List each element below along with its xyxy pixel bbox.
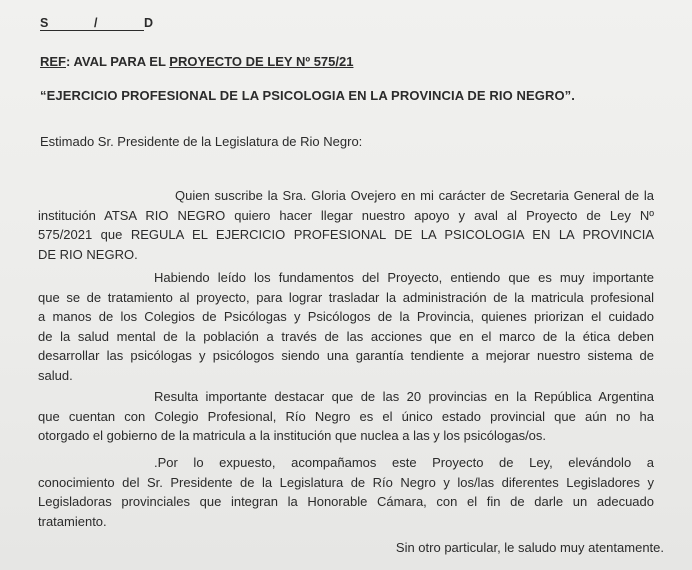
addressee-d: D [144,16,154,30]
reference-project: PROYECTO DE LEY Nº 575/21 [169,54,354,69]
paragraph-line: institución ATSA RIO NEGRO quiero hacer llegar nuestro apoyo y aval al Proyecto de Ley Nº [38,207,654,223]
paragraph-2 [38,268,654,385]
reference-label: REF [40,54,66,69]
paragraph-line: de la salud mental de la población a través de las acciones que en el marco de la ética deben [38,328,654,344]
paragraph-line: DE RIO NEGRO. [38,246,138,262]
paragraph-line: Habiendo leído los fundamentos del Proyecto, entiendo que es muy importante [154,270,654,285]
paragraph-line: tratamiento. [38,513,107,529]
paragraph-line: otorgado el gobierno de la matricula a la institución que nuclea a las y los psicólogas/os. [38,428,547,443]
document-title: “EJERCICIO PROFESIONAL DE LA PSICOLOGIA EN LA PROVINCIA DE RIO NEGRO”. [40,88,575,103]
paragraph-line: conocimiento del Sr. Presidente de la Legislatura de Río Negro y los/las diferentes Legisladores y [38,474,654,490]
reference-prefix: : AVAL PARA EL [66,54,170,69]
reference-line [40,54,353,69]
paragraph-line: Resulta importante destacar que de las 20 provincias en la República Argentina [154,389,654,404]
paragraph-line: que cuentan con Colegio Profesional, Río Negro es el único estado provincial que aún no ha [38,408,654,424]
paragraph-4 [38,453,654,531]
paragraph-line: desarrollar las psicólogas y psicólogos siendo una garantía tendiente a mejorar nuestro sistema de [38,348,654,363]
paragraph-line: que se de tratamiento al proyecto, para lograr trasladar la administración de la matricula profesional [38,289,654,305]
paragraph-line: Quien suscribe la Sra. Gloria Ovejero en mi carácter de Secretaria General de la [175,188,654,203]
greeting: Estimado Sr. Presidente de la Legislatura de Rio Negro: [40,134,363,149]
paragraph-line: a manos de los Colegios de Psicólogas y Psicólogos de la Provincia, quienes priorizan el cuidado [38,309,654,324]
paragraph-line: Legisladoras provinciales que integran la Honorable Cámara, con el fin de darle un adecuado [38,494,654,509]
paragraph-line: 575/2021 que REGULA EL EJERCICIO PROFESIONAL DE LA PSICOLOGIA EN LA PROVINCIA [38,227,654,242]
addressee-line [40,16,153,31]
closing-line: Sin otro particular, le saludo muy atentamente. [395,540,664,555]
paragraph-3 [38,387,654,446]
addressee-slash: / [94,16,144,31]
paragraph-1 [38,186,654,264]
addressee-s: S [40,16,94,31]
paragraph-line: salud. [38,367,73,383]
paragraph-line: .Por lo expuesto, acompañamos este Proyecto de Ley, elevándolo a [154,455,654,470]
